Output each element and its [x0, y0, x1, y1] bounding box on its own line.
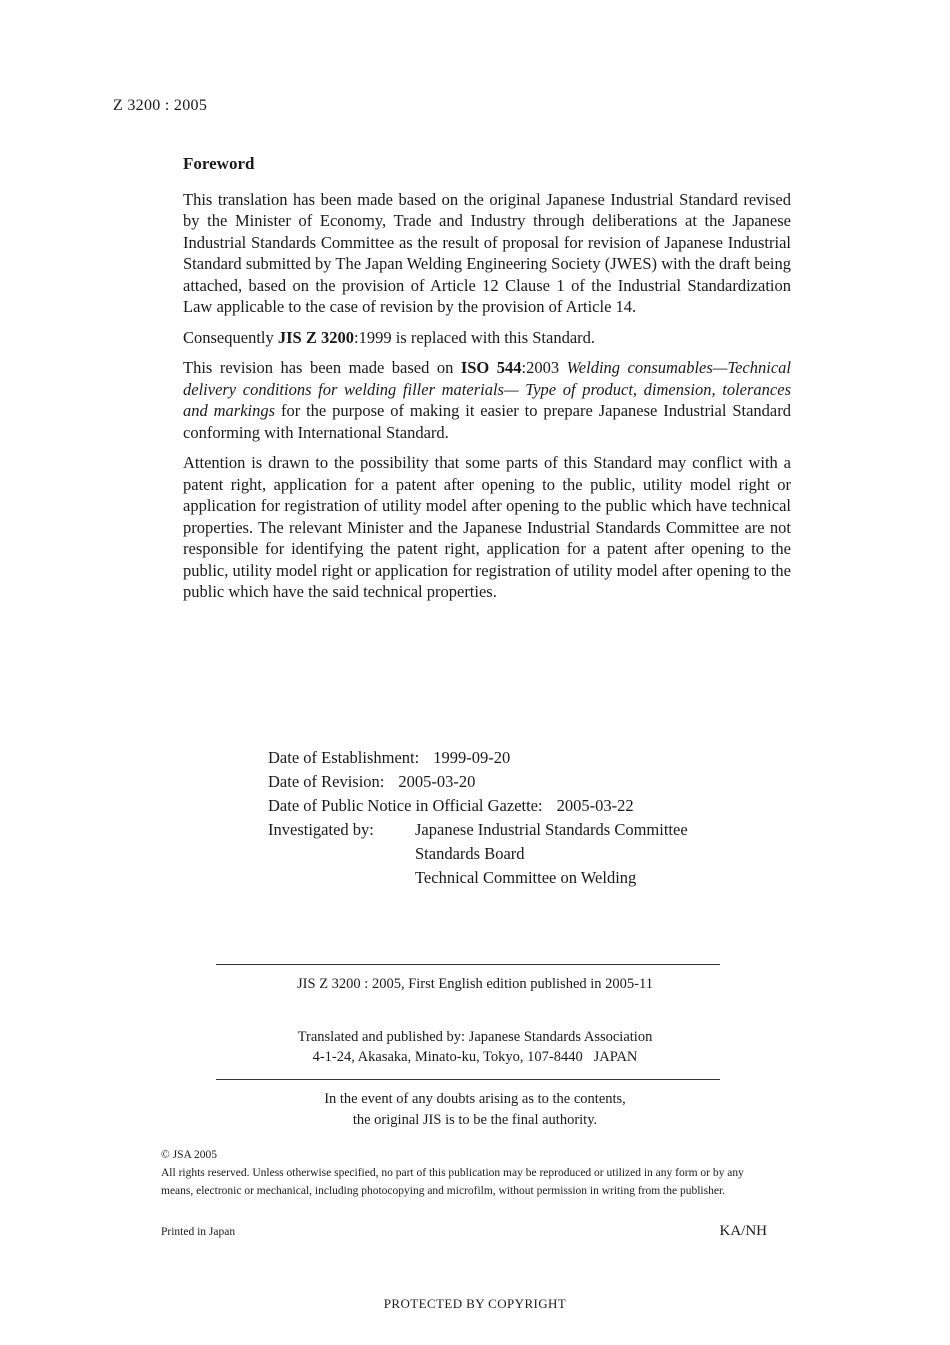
translated-by: Translated and published by: Japanese Standards Association: [297, 1029, 653, 1045]
divider-top: [216, 964, 720, 965]
publisher-address: 4-1-24, Akasaka, Minato-ku, Tokyo, 107-8440 JAPAN: [312, 1049, 638, 1065]
revision-label: Date of Revision:: [268, 772, 385, 791]
establishment-row: [268, 746, 688, 770]
authority-note: [0, 1089, 950, 1131]
foreword-paragraph-3: [183, 357, 791, 443]
copyright-notice: All rights reserved. Unless otherwise specified, no part of this publication may be reproduced or utilized in any form or by any means, electronic or mechanical, including photocopying and microfilm, without permission in writing from the publisher.: [161, 1167, 744, 1197]
iso-reference-year: :2003: [521, 358, 567, 377]
revision-row: [268, 770, 688, 794]
authority-line-2: the original JIS is to be the final authority.: [352, 1112, 598, 1128]
printed-row: [161, 1223, 767, 1240]
public-notice-row: [268, 794, 688, 818]
foreword-paragraph-4: Attention is drawn to the possibility that some parts of this Standard may conflict with a patent right, application for a patent after opening to the public, utility model right or application for registration of utility model after opening to the public which have technical properties. The relevant Minister and the Japanese Industrial Standards Committee are not responsible for identifying the patent right, application for a patent after opening to the public, utility model right or application for registration of utility model after opening to the public which have the said technical properties.: [183, 453, 791, 601]
print-code: KA/NH: [719, 1223, 767, 1239]
foreword-title: Foreword: [183, 154, 255, 173]
document-code: Z 3200 : 2005: [113, 97, 208, 114]
printed-in: Printed in Japan: [161, 1226, 236, 1238]
p3-suffix: for the purpose of making it easier to prepare Japanese Industrial Standard conforming with International Standard.: [183, 401, 791, 442]
copyright-holder: © JSA 2005: [161, 1149, 218, 1161]
investigated-line: Japanese Industrial Standards Committee: [415, 820, 688, 839]
establishment-label: Date of Establishment:: [268, 748, 420, 767]
publisher-block: [0, 1027, 950, 1067]
p2-suffix: is replaced with this Standard.: [391, 327, 596, 347]
copyright-block: [161, 1146, 771, 1200]
investigated-line: Technical Committee on Welding: [415, 868, 637, 887]
public-notice-value: 2005-03-22: [556, 796, 634, 815]
authority-line-1: In the event of any doubts arising as to the contents,: [324, 1091, 626, 1107]
iso-title: Welding consumables—Technical delivery conditions for welding filler materials— Type of product, dimension, tolerances and markings: [183, 358, 791, 420]
foreword-paragraph-2: [183, 327, 791, 349]
public-notice-label: Date of Public Notice in Official Gazette:: [268, 796, 543, 815]
iso-reference: ISO 544: [460, 358, 522, 377]
investigated-row: [268, 818, 688, 890]
establishment-value: 1999-09-20: [433, 748, 511, 767]
investigated-list: [415, 818, 688, 890]
revision-value: 2005-03-20: [398, 772, 476, 791]
protected-footer: PROTECTED BY COPYRIGHT: [383, 1296, 567, 1311]
p3-prefix: This revision has been made based on: [183, 358, 461, 377]
p2-prefix: Consequently: [183, 327, 278, 347]
foreword-paragraph-1: This translation has been made based on the original Japanese Industrial Standard revised by the Minister of Economy, Trade and Industry through deliberations at the Japanese Industrial Standards Committee as the result of proposal for revision of Japanese Industrial Standard submitted by The Japan Welding Engineering Society (JWES) with the draft being attached, based on the provision of Article 12 Clause 1 of the Industrial Standardization Law applicable to the case of revision by the provision of Article 14.: [183, 189, 791, 316]
jis-reference-year: :1999: [353, 327, 392, 347]
foreword-section: [183, 153, 791, 612]
dates-block: [268, 746, 688, 890]
divider-bottom: [216, 1079, 720, 1080]
edition-line: JIS Z 3200 : 2005, First English edition published in 2005-11: [297, 976, 653, 992]
jis-reference: JIS Z 3200: [277, 327, 354, 347]
investigated-label: Investigated by:: [268, 820, 374, 839]
investigated-line: Standards Board: [415, 844, 525, 863]
